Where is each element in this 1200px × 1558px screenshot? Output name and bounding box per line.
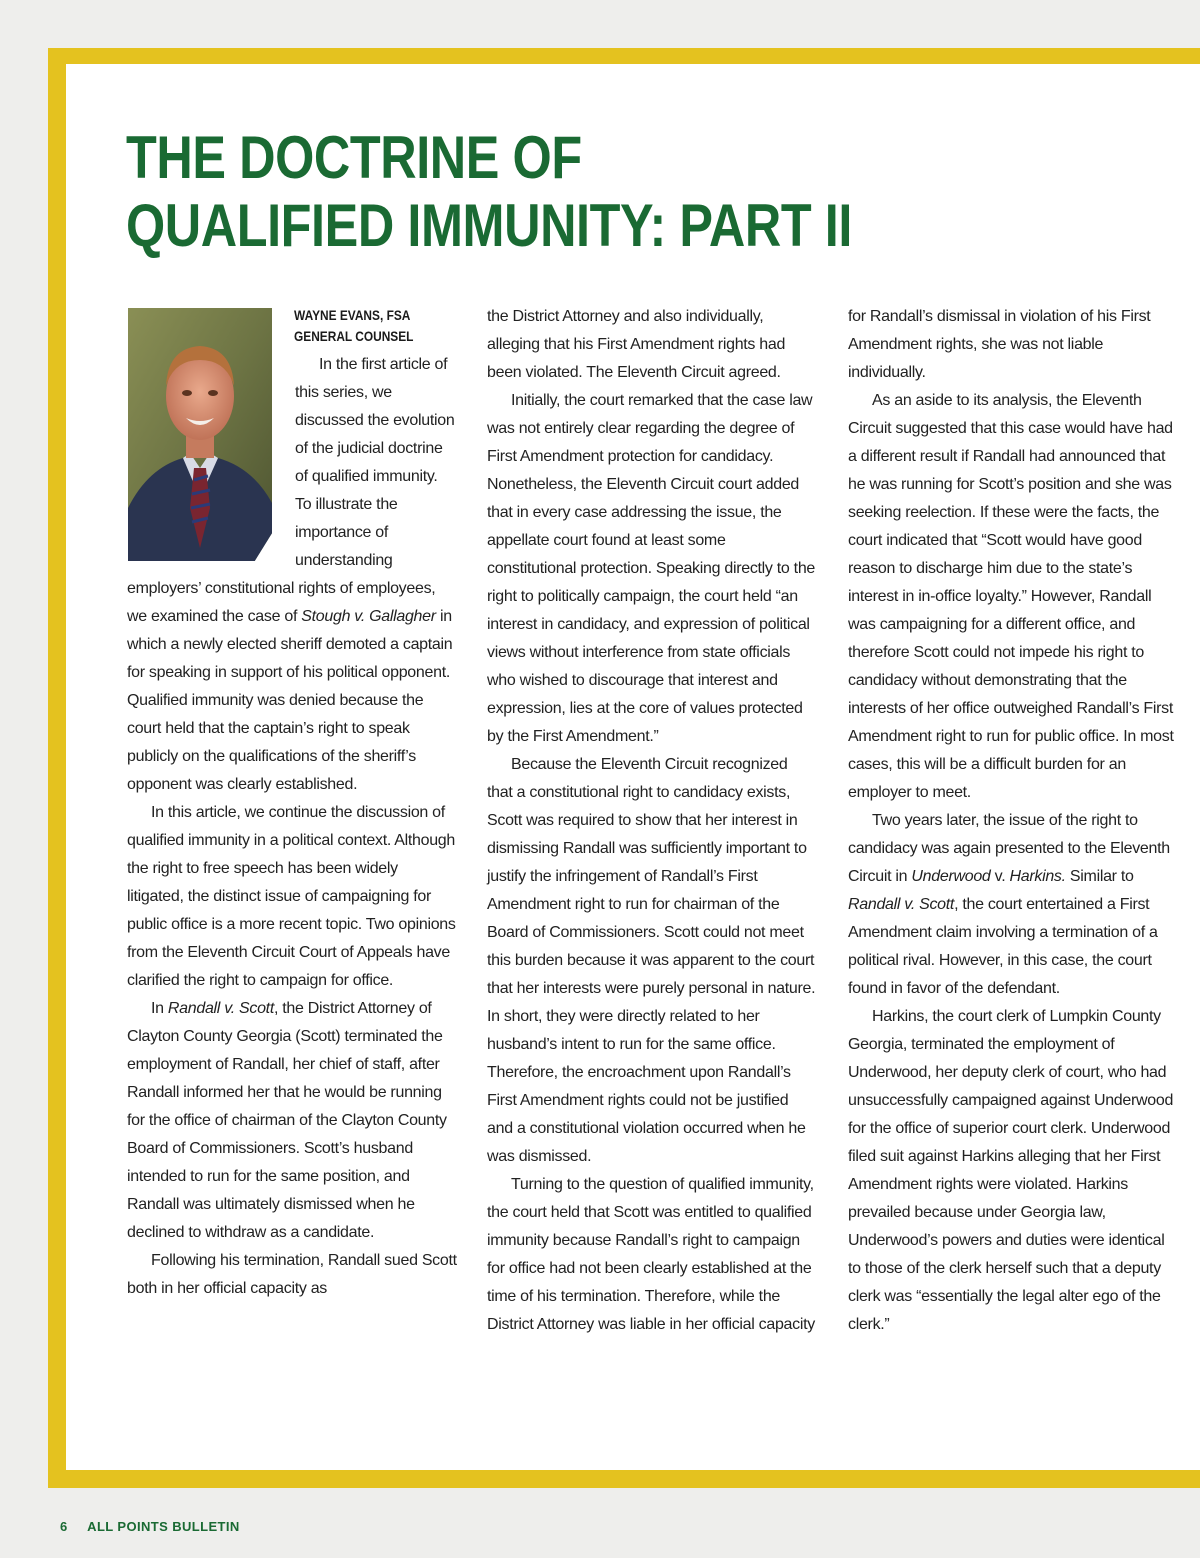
col2-paragraph-2: Initially, the court remarked that the case law was not entirely clear regarding the degree of First Amendment protection for candidacy. Nonetheless, the Eleventh Circuit court added that in every case addressing the issue, the appellate court found at least some constitutional protection. Speaking directly to the right to politically campaign, the court held “an interest in candidacy, and expression of political views without interference from state officials who wished to discourage that interest and expression, lies at the core of values protected by the First Amendment.”	[487, 392, 816, 745]
col2-paragraph-3: Because the Eleventh Circuit recognized that a constitutional right to candidacy exists, Scott was required to show that her interest in dismissing Randall was sufficiently important to justify the infringement of Randall’s First Amendment right to run for chairman of the Board of Commissioners. Scott could not meet this burden because it was apparent to the court that her interests were purely personal in nature. In short, they were directly related to her husband’s intent to run for the same office. Therefore, the encroachment upon Randall’s First Amendment rights could not be justified and a constitutional violation occurred when he was dismissed.	[487, 756, 816, 1165]
case-name: Randall v. Scott	[167, 1000, 274, 1017]
col3-p3-mid: Similar to	[1065, 868, 1134, 885]
col3-p3-end: , the court entertained a First Amendment claim involving a termination of a political rival. However, in this case, the court found in favor of the defendant.	[848, 896, 1158, 997]
col3-paragraph-3	[848, 807, 1178, 1003]
column-2	[487, 303, 817, 1339]
col1-p3-end: , the District Attorney of Clayton County Georgia (Scott) terminated the employment of Randall, her chief of staff, after Randall informed her that he would be running for the office of chairman of the Clayton County Board of Commissioners. Scott’s husband intended to run for the same position, and Randall was ultimately dismissed when he declined to withdraw as a candidate.	[127, 1000, 447, 1241]
col3-paragraph-4: Harkins, the court clerk of Lumpkin County Georgia, terminated the employment of Underwood, her deputy clerk of court, who had unsuccessfully campaigned against Underwood for the office of superior court clerk. Underwood filed suit against Harkins alleging that her First Amendment rights were violated. Harkins prevailed because under Georgia law, Underwood’s powers and duties were identical to those of the clerk herself such that a deputy clerk was “essentially the legal alter ego of the clerk.”	[848, 1008, 1174, 1333]
byline	[294, 305, 413, 347]
case-name: Harkins.	[1009, 868, 1066, 885]
photo-wrap-spacer	[127, 351, 295, 575]
article-title	[126, 124, 852, 260]
col1-p3-start: In	[151, 1000, 168, 1017]
col1-paragraph-2: In this article, we continue the discussion of qualified immunity in a political context. Although the right to free speech has been widely litigated, the distinct issue of campaigning for public office is a more recent topic. Two opinions from the Eleventh Circuit Court of Appeals have clarified the right to campaign for office.	[127, 804, 456, 989]
case-name: Underwood	[911, 868, 991, 885]
col3-paragraph-1: for Randall’s dismissal in violation of his First Amendment rights, she was not liable individually.	[848, 308, 1151, 381]
col1-paragraph-3	[127, 995, 457, 1247]
column-1	[127, 351, 457, 1303]
col2-paragraph-4: Turning to the question of qualified immunity, the court held that Scott was entitled to qualified immunity because Randall’s right to campaign for office had not been clearly established at the time of his termination. Therefore, while the District Attorney was liable in her official capacity	[487, 1176, 815, 1333]
case-name: Randall v. Scott	[848, 896, 955, 913]
col2-paragraph-1: the District Attorney and also individually, alleging that his First Amendment rights had been violated. The Eleventh Circuit agreed.	[487, 308, 786, 381]
page-number: 6	[60, 1519, 68, 1534]
col3-paragraph-2: As an aside to its analysis, the Eleventh Circuit suggested that this case would have had a different result if Randall had announced that he was running for Scott’s position and she was seeking reelection. If these were the facts, the court indicated that “Scott would have good reason to discharge him due to the state’s interest in in-office loyalty.” However, Randall was campaigning for a different office, and therefore Scott could not impede his right to candidacy without demonstrating that the interests of her office outweighed Randall’s First Amendment right to run for public office. In most cases, this will be a difficult burden for an employer to meet.	[848, 392, 1174, 801]
case-versus: v.	[990, 868, 1010, 885]
publication-name: ALL POINTS BULLETIN	[87, 1519, 240, 1534]
column-3	[848, 303, 1178, 1339]
page-footer	[60, 1519, 240, 1534]
title-line-2: QUALIFIED IMMUNITY: PART II	[126, 192, 852, 259]
col1-paragraph-4: Following his termination, Randall sued Scott both in her official capacity as	[127, 1252, 457, 1297]
col1-p1-text: In the first article of this series, we discussed the evolution of the judicial doctrine of qualified immunity. To illustrate the importance of understanding employers’ constitutional rights of employees, we examined the case of	[127, 356, 455, 625]
case-name: Stough v. Gallagher	[301, 608, 436, 625]
col3-p3-start: Two years later, the issue of the right to candidacy was again presented to the Eleventh Circuit in	[848, 812, 1170, 885]
title-line-1: THE DOCTRINE OF	[126, 124, 582, 191]
author-name: WAYNE EVANS, FSA	[294, 307, 411, 323]
author-role: GENERAL COUNSEL	[294, 328, 414, 344]
col1-p1-end: in which a newly elected sheriff demoted a captain for speaking in support of his political opponent. Qualified immunity was denied because the court held that the captain’s right to speak publicly on the qualifications of the sheriff’s opponent was clearly established.	[127, 608, 453, 793]
